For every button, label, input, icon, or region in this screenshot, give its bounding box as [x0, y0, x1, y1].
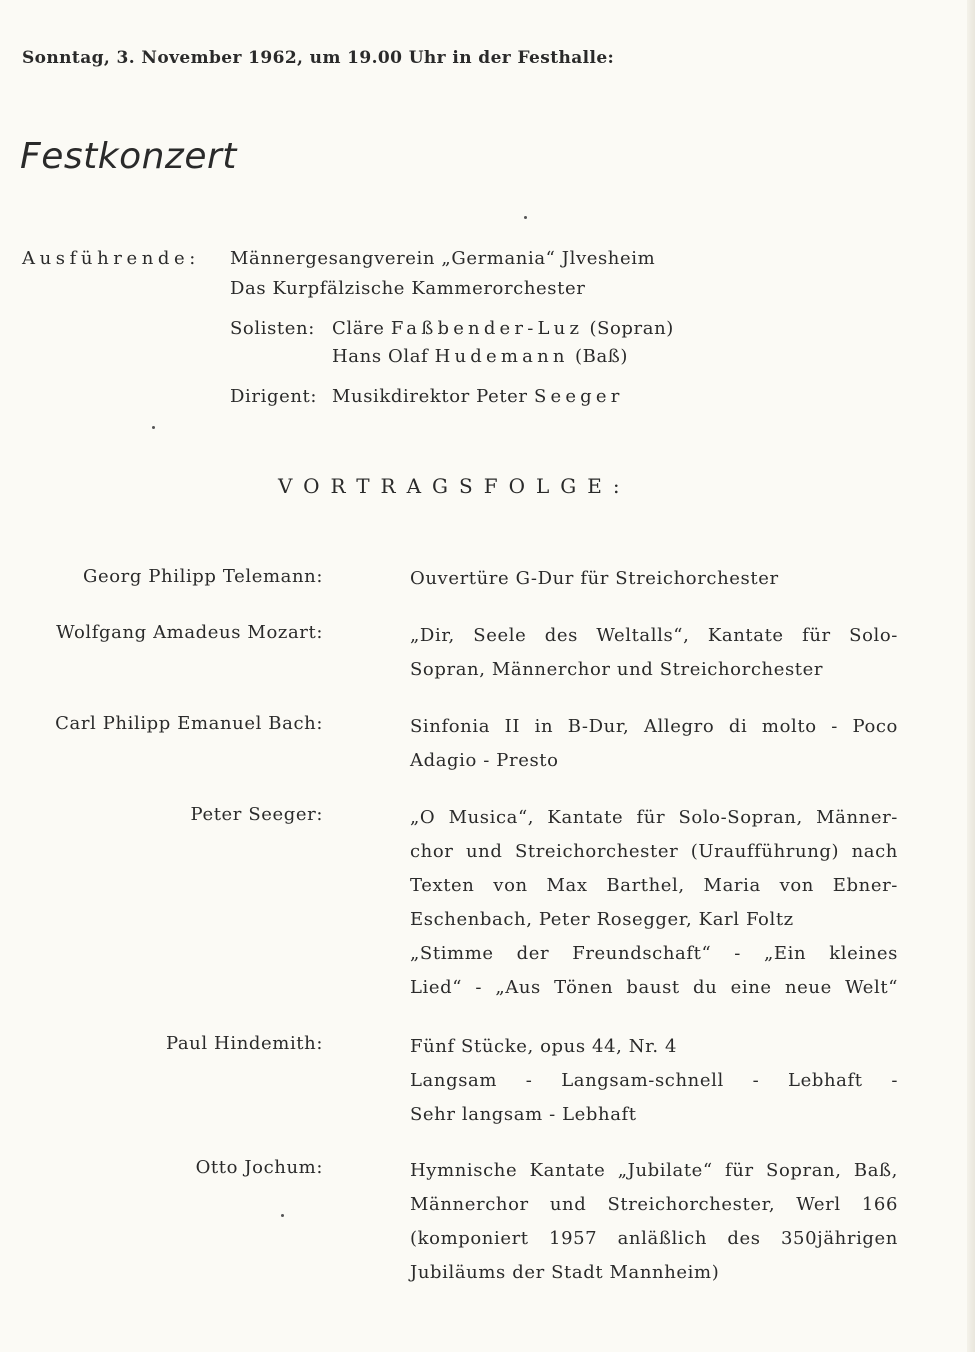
- work-mozart: [410, 619, 898, 687]
- work-line: Sopran, Männerchor und Streichorchester: [410, 659, 824, 680]
- program-heading: VORTRAGSFOLGE:: [278, 474, 631, 498]
- work-line: „O Musica“, Kantate für Solo-Sopran, Männer-: [410, 807, 898, 828]
- page-edge: [967, 0, 975, 1352]
- paper-speck: [281, 1214, 284, 1217]
- work-line: Männerchor und Streichorchester, Werl 166: [410, 1194, 898, 1215]
- composer-jochum: Otto Jochum:: [195, 1157, 323, 1178]
- work-hindemith: [410, 1030, 898, 1132]
- ensemble-orchestra: Das Kurpfälzische Kammerorchester: [230, 278, 586, 299]
- work-line: Langsam - Langsam-schnell - Lebhaft -: [410, 1070, 898, 1091]
- soloist-surname: Hudemann: [434, 346, 569, 367]
- work-line: Ouvertüre G-Dur für Streichorchester: [410, 568, 779, 589]
- work-cpe-bach: [410, 710, 898, 778]
- conductor-name: [332, 386, 624, 407]
- performers-label: Ausführende:: [22, 248, 200, 269]
- soloist-bass: [332, 346, 628, 367]
- page-title: Festkonzert: [20, 136, 237, 177]
- work-line: Sehr langsam - Lebhaft: [410, 1104, 637, 1125]
- conductor-surname: Seeger: [533, 386, 624, 407]
- soloists-label: Solisten:: [230, 318, 315, 339]
- soloist-surname: Faßbender-Luz: [390, 318, 584, 339]
- work-line: Eschenbach, Peter Rosegger, Karl Foltz: [410, 909, 794, 930]
- composer-cpe-bach: Carl Philipp Emanuel Bach:: [55, 713, 323, 734]
- soloist-firstname: Cläre: [332, 318, 391, 339]
- work-line: Hymnische Kantate „Jubilate“ für Sopran, Baß,: [410, 1160, 898, 1181]
- work-line: chor und Streichorchester (Uraufführung) nach: [410, 841, 898, 862]
- work-line: „Dir, Seele des Weltalls“, Kantate für Solo-: [410, 625, 898, 646]
- date-line: Sonntag, 3. November 1962, um 19.00 Uhr in der Festhalle:: [22, 48, 615, 68]
- work-line: Adagio - Presto: [410, 750, 559, 771]
- paper-speck: [524, 216, 527, 219]
- work-line: Sinfonia II in B-Dur, Allegro di molto - Poco: [410, 716, 898, 737]
- composer-mozart: Wolfgang Amadeus Mozart:: [56, 622, 323, 643]
- conductor-label: Dirigent:: [230, 386, 318, 407]
- soloist-voice: (Sopran): [583, 318, 674, 339]
- work-line: Lied“ - „Aus Tönen baust du eine neue Welt“: [410, 977, 898, 998]
- paper-speck: [152, 426, 155, 429]
- work-telemann: [410, 562, 898, 596]
- soloist-firstname: Hans Olaf: [332, 346, 435, 367]
- soloist-voice: (Baß): [568, 346, 629, 367]
- work-line: Texten von Max Barthel, Maria von Ebner-: [410, 875, 898, 896]
- work-line: Jubiläums der Stadt Mannheim): [410, 1262, 720, 1283]
- composer-seeger: Peter Seeger:: [190, 804, 323, 825]
- work-line: Fünf Stücke, opus 44, Nr. 4: [410, 1036, 678, 1057]
- work-jochum: [410, 1154, 898, 1290]
- work-line: (komponiert 1957 anläßlich des 350jährigen: [410, 1228, 898, 1249]
- ensemble-choir: Männergesangverein „Germania“ Jlvesheim: [230, 248, 656, 269]
- work-line: „Stimme der Freundschaft“ - „Ein kleines: [410, 943, 898, 964]
- composer-hindemith: Paul Hindemith:: [165, 1033, 323, 1054]
- conductor-title: Musikdirektor Peter: [332, 386, 534, 407]
- work-seeger: [410, 801, 898, 1005]
- composer-telemann: Georg Philipp Telemann:: [83, 566, 323, 587]
- soloist-soprano: [332, 318, 674, 339]
